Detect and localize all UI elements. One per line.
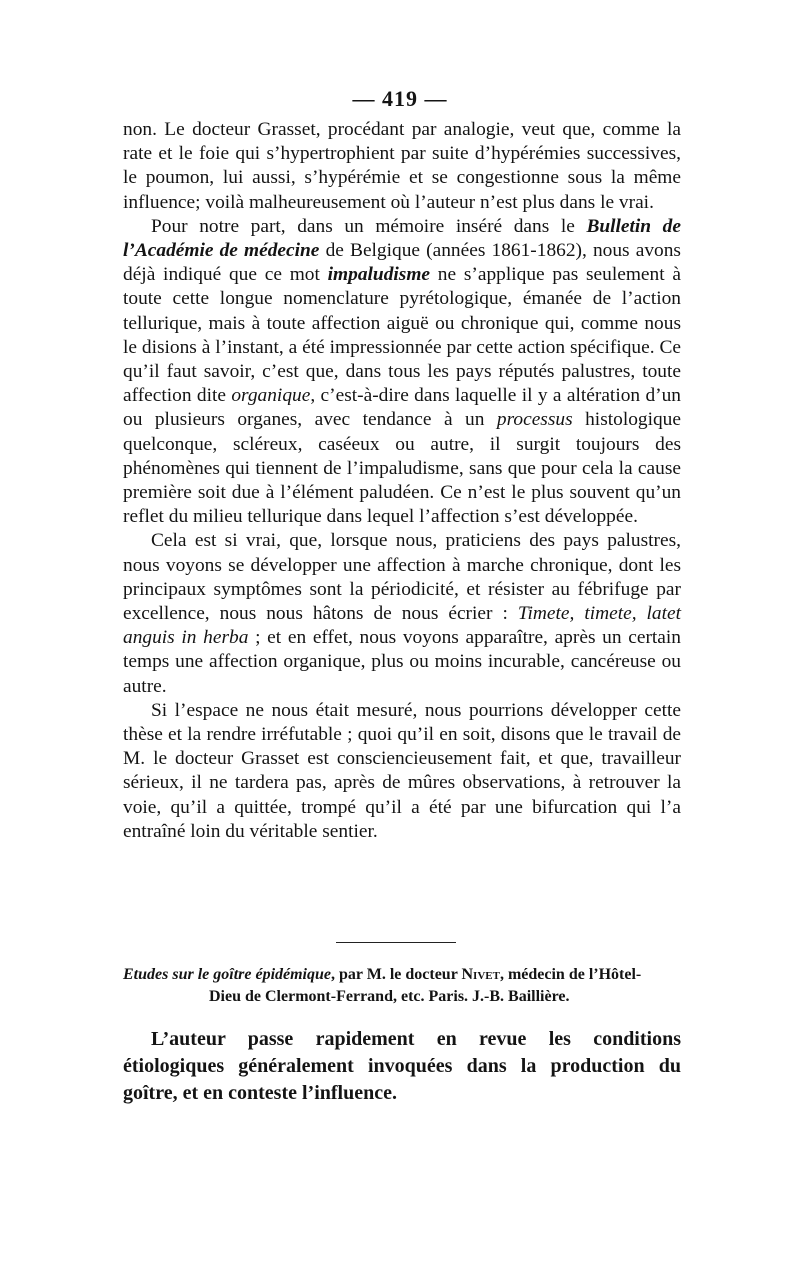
p2-text-a: Pour notre part, dans un mémoire inséré dans le (151, 215, 587, 237)
p2-text-d: , c’est-à-dire dans laquelle il y a altération d’un ou plusieurs organes, avec tendance à un (123, 385, 681, 431)
paragraph-3 (123, 529, 681, 698)
review-heading (123, 964, 681, 1008)
impaludisme-term: impaludisme (327, 264, 431, 286)
page-number: — 419 — (352, 86, 448, 111)
review-line2: Dieu de Clermont-Ferrand, etc. Paris. J.-B. Baillière. (209, 988, 570, 1005)
review-book-title: Etudes sur le goître épidémique (123, 966, 331, 983)
review-line1-rest: , par M. le docteur (331, 966, 462, 983)
p2-text-b: de Belgique (années 1861-1862), nous avons déjà indiqué que ce mot (123, 240, 681, 286)
main-text-block (123, 118, 681, 844)
paragraph-1: non. Le docteur Grasset, procédant par analogie, veut que, comme la rate et le foie qui s’hypertrophient par suite d’hypérémies successives, le poumon, lui aussi, s’hypérémie et se congestionne sous la même influence; voilà malheureusement où l’auteur n’est plus dans le vrai. (123, 119, 681, 213)
organique-term: organique (231, 385, 311, 407)
section-divider (336, 942, 456, 943)
p2-text-e: histologique quelconque, scléreux, caséeux ou autre, il surgit toujours des phénomènes qui tiennent de l’impaludisme, sans que pour cela la cause première soit due à l’élément paludéen. Ce n’est le plus souvent qu’un reflet du milieu tellurique dans lequel l’affection s’est développée. (123, 409, 681, 528)
paragraph-5: L’auteur passe rapidement en revue les conditions étiologiques généralement invoquées dans la production du goître, et en conteste l’influence. (123, 1028, 681, 1104)
review-author: Nivet (461, 966, 500, 983)
paragraph-2 (123, 215, 681, 530)
p3-text-a: Cela est si vrai, que, lorsque nous, praticiens des pays palustres, nous voyons se développer une affection à marche chronique, dont les principaux symptômes sont la périodicité, et résister au fébrifuge par excellence, nous nous hâtons de nous écrier : (123, 530, 681, 625)
bulletin-title: Bulletin de l’Académie de médecine (123, 215, 681, 262)
paragraph-4: Si l’espace ne nous était mesuré, nous pourrions développer cette thèse et la rendre irréfutable ; quoi qu’il en soit, disons que le travail de M. le docteur Grasset est consciencieusement fait, et que, travailleur sérieux, il ne tardera pas, après de mûres observations, à retrouver la voie, qu’il a quittée, trompé qu’il a été par une bifurcation qui l’a entraîné loin du véritable sentier. (123, 699, 681, 842)
p3-text-b: ; et en effet, nous voyons apparaître, après un certain temps une affection organique, plus ou moins incurable, cancéreuse ou autre. (123, 627, 681, 697)
p2-text-c: ne s’applique pas seulement à toute cette longue nomenclature pyrétologique, émanée de l’action tellurique, mais à toute affection aiguë ou chronique qui, comme nous le disions à l’instant, a été impressionnée par cette action spécifique. Ce qu’il faut savoir, c’est que, dans tous les pays réputés palustres, toute affection dite (123, 264, 681, 407)
review-text-block (123, 1026, 681, 1107)
latin-quote: Timete, timete, latet anguis in herba (123, 603, 682, 649)
processus-term: processus (496, 409, 573, 431)
review-line1-end: , médecin de l’Hôtel- (499, 966, 642, 983)
